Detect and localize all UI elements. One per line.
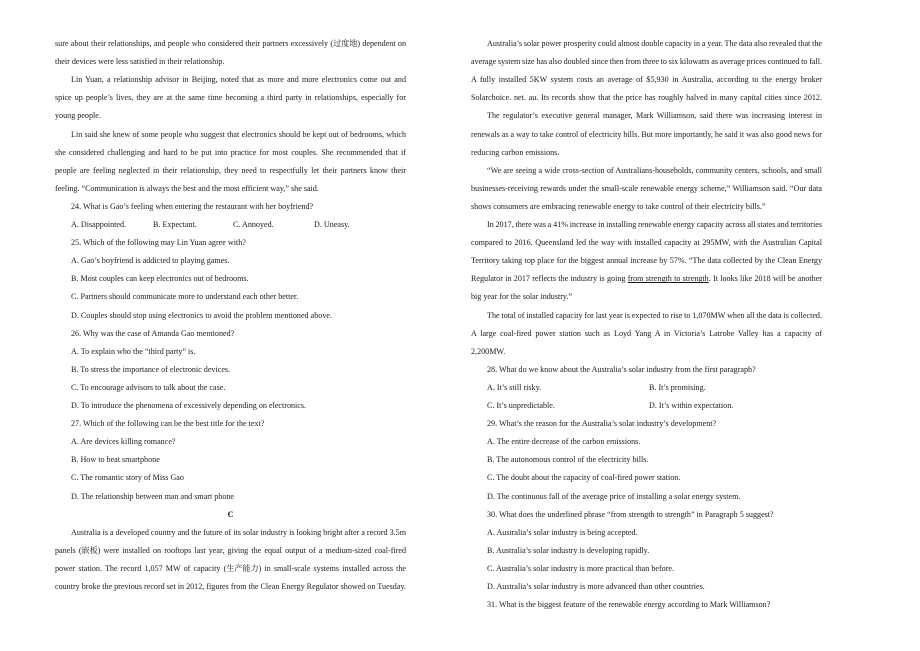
line-text: power station. The record 1,057 MW of capacity (生产能力) in small-scale systems installed across the	[55, 563, 406, 573]
text-line	[55, 234, 406, 252]
text-line	[471, 198, 822, 216]
text-line	[55, 180, 406, 198]
text-line	[55, 35, 406, 53]
line-text: 30. What does the underlined phrase “from strength to strength” in Paragraph 5 suggest?	[487, 509, 774, 519]
text-line	[471, 107, 822, 125]
underlined-phrase: from strength to strength	[627, 274, 709, 284]
text-line	[55, 162, 406, 180]
line-text: she considered challenging and hard to be put into practice for most couples. She recommended that if	[55, 147, 406, 157]
text-line	[55, 107, 406, 125]
text-line	[55, 433, 406, 451]
line-text: D. Couples should stop using electronics to avoid the problem mentioned above.	[71, 310, 332, 320]
text-line	[55, 307, 406, 325]
line-text: 27. Which of the following can be the best title for the text?	[71, 419, 265, 429]
text-line	[55, 198, 406, 216]
text-line	[471, 596, 822, 614]
line-text: compared to 2016. Queensland led the way with installed capacity at 295MW, with the Australian Capital	[471, 238, 822, 248]
line-text: 28. What do we know about the Australia’s solar industry from the first paragraph?	[487, 364, 756, 374]
text-line	[55, 524, 406, 542]
text-line	[55, 270, 406, 288]
text-line	[471, 469, 822, 487]
line-text: C. Australia’s solar industry is more practical than before.	[487, 563, 675, 573]
text-line	[471, 71, 822, 89]
line-text: shows consumers are embracing renewable energy to take control of their electricity bills.”	[471, 201, 766, 211]
text-line	[55, 144, 406, 162]
text-line	[55, 469, 406, 487]
section-heading	[55, 506, 406, 524]
answer-options-row	[55, 216, 406, 234]
answer-option: B. It’s promising.	[649, 382, 706, 392]
text-line	[55, 542, 406, 560]
text-line	[55, 451, 406, 469]
line-text: D. To introduce the phenomena of excessively depending on electronics.	[71, 401, 307, 410]
text-line	[471, 180, 822, 198]
text-line	[55, 397, 406, 415]
text-segment: . It looks like 2018 will be another	[708, 274, 822, 284]
line-text: panels (嵌板) were installed on rooftops last year, giving the equal output of a medium-sized coal-fired	[55, 545, 406, 555]
text-line	[55, 578, 406, 596]
line-text: A. Australia’s solar industry is being accepted.	[487, 527, 638, 537]
text-line	[471, 216, 822, 234]
line-text: C	[227, 509, 234, 519]
text-line	[471, 307, 822, 325]
text-line	[55, 560, 406, 578]
text-line	[471, 488, 822, 506]
text-segment: Regulator in 2017 reflects the industry is going	[471, 274, 628, 284]
text-line	[471, 451, 822, 469]
line-text: The regulator’s executive general manager, Mark Williamson, said there was increasing interest in	[487, 111, 822, 121]
line-text: big year for the solar industry.”	[471, 292, 573, 302]
line-text: renewals as a way to take control of electricity bills. But more importantly, he said it was also good news for	[471, 129, 822, 139]
line-text: B. The autonomous control of the electricity bills.	[487, 455, 649, 465]
line-text: Solarchoice. net. au. Its records show that the price has roughly halved in many capital cities since 2012.	[471, 93, 822, 103]
line-text: D. The continuous fall of the average price of installing a solar energy system.	[487, 491, 741, 501]
line-text: A. To explain who the “third party” is.	[71, 346, 196, 356]
line-text: country broke the previous record set in 2012, figures from the Clean Energy Regulator showed on Tuesday.	[55, 582, 406, 591]
line-text: D. Australia’s solar industry is more advanced than other countries.	[487, 582, 705, 591]
line-text: their devices were less satisfied in their relationship.	[55, 57, 225, 67]
text-line	[55, 343, 406, 361]
text-line	[471, 270, 822, 288]
line-text: C. Partners should communicate more to understand each other better.	[71, 292, 299, 302]
text-line	[471, 126, 822, 144]
text-line	[471, 288, 822, 306]
answer-option: D. It’s within expectation.	[649, 401, 734, 410]
line-text: businesses-receiving rewards under the small-scale renewable energy scheme,” Williamson said. “Our data	[471, 183, 822, 193]
line-text: B. How to beat smartphone	[71, 455, 160, 465]
text-line	[55, 488, 406, 506]
line-text: Australia is a developed country and the future of its solar industry is looking bright after a record 3.5m	[71, 527, 406, 537]
line-text: A. The entire decrease of the carbon emissions.	[487, 437, 641, 447]
text-line	[471, 415, 822, 433]
text-line	[55, 325, 406, 343]
line-text: 26. Why was the case of Amanda Gao mentioned?	[71, 328, 235, 338]
line-text: 29. What’s the reason for the Australia’s solar industry’s development?	[487, 419, 717, 429]
line-text: B. Australia’s solar industry is developing rapidly.	[487, 545, 650, 555]
line-text: The total of installed capacity for last year is expected to rise to 1,070MW when all the data is collected.	[487, 310, 822, 320]
text-line	[471, 524, 822, 542]
line-text: 31. What is the biggest feature of the renewable energy according to Mark Williamson?	[487, 600, 771, 610]
line-text: “We are seeing a wide cross-section of Australians-households, community centers, schools, and small	[487, 165, 822, 175]
line-text: spice up people’s lives, they are at the same time becoming a third party in relationships, especially for	[55, 93, 406, 103]
text-line	[55, 288, 406, 306]
text-line	[471, 53, 822, 71]
line-text: Lin said she knew of some people who suggest that electronics should be kept out of bedrooms, which	[71, 129, 406, 139]
line-text: average system size has also doubled since then from three to six kilowatts as average prices continued to fall.	[471, 57, 822, 67]
text-line	[471, 578, 822, 596]
line-text	[471, 270, 822, 288]
line-text: In 2017, there was a 41% increase in installing renewable energy capacity across all states and territories	[487, 220, 822, 229]
line-text: reducing carbon emissions.	[471, 147, 560, 157]
text-line	[471, 343, 822, 361]
line-text: Lin Yuan, a relationship advisor in Beijing, noted that as more and more electronics come out and	[71, 75, 406, 85]
answer-option: C. It’s unpredictable.	[487, 401, 555, 410]
line-text: 24. What is Gao’s feeling when entering the restaurant with her boyfriend?	[71, 201, 314, 211]
text-line	[55, 415, 406, 433]
text-line	[471, 325, 822, 343]
text-line	[471, 361, 822, 379]
line-text: B. Most couples can keep electronics out of bedrooms.	[71, 274, 249, 284]
line-text: 2,200MW.	[471, 346, 506, 356]
line-text: young people.	[55, 111, 101, 121]
text-line	[471, 433, 822, 451]
text-line	[55, 89, 406, 107]
answer-options-row	[471, 379, 822, 397]
line-text: A. Are devices killing romance?	[71, 437, 176, 447]
line-text: Territory taking top place for the biggest annual increase by 57%. “The data collected by the Clean Energy	[471, 256, 822, 266]
line-text: A. Gao’s boyfriend is addicted to playing games.	[71, 256, 230, 266]
line-text: A fully installed 5KW system costs an average of $5,930 in Australia, according to the energy broker	[471, 75, 822, 85]
answer-option: C. Annoyed.	[233, 220, 274, 229]
line-text: D. The relationship between man and smart phone	[71, 491, 235, 501]
line-text: feeling. “Communication is always the best and the most efficient way,” she said.	[55, 183, 319, 193]
text-line	[471, 252, 822, 270]
line-text: C. The romantic story of Miss Gao	[71, 473, 184, 483]
line-text: A large coal-fired power station such as Loyd Yang A in Victoria’s Latrobe Valley has a capacity of	[471, 328, 822, 338]
line-text: sure about their relationships, and people who considered their partners excessively (过度地) dependent on	[55, 39, 406, 48]
answer-options-row	[471, 397, 822, 415]
text-line	[55, 126, 406, 144]
text-line	[55, 379, 406, 397]
line-text: C. To encourage advisors to talk about the case.	[71, 382, 226, 392]
text-line	[55, 53, 406, 71]
text-line	[471, 234, 822, 252]
text-line	[471, 506, 822, 524]
text-line	[471, 542, 822, 560]
answer-option: B. Expectant.	[153, 220, 197, 229]
line-text: 25. Which of the following may Lin Yuan agree with?	[71, 238, 246, 248]
text-line	[471, 35, 822, 53]
text-line	[471, 89, 822, 107]
line-text: B. To stress the importance of electronic devices.	[71, 364, 231, 374]
text-line	[471, 560, 822, 578]
text-line	[55, 361, 406, 379]
text-line	[471, 162, 822, 180]
answer-option: D. Uneasy.	[314, 220, 350, 229]
line-text: Australia’s solar power prosperity could almost double capacity in a year. The data also revealed that the	[487, 39, 822, 48]
text-line	[55, 71, 406, 89]
line-text: C. The doubt about the capacity of coal-fired power station.	[487, 473, 681, 483]
answer-option: A. Disappointed.	[71, 220, 127, 229]
text-line	[55, 252, 406, 270]
answer-option: A. It’s still risky.	[487, 382, 542, 392]
line-text: people are feeling neglected in their relationship, they need to respectfully let their partners know their	[55, 165, 406, 175]
text-line	[471, 144, 822, 162]
